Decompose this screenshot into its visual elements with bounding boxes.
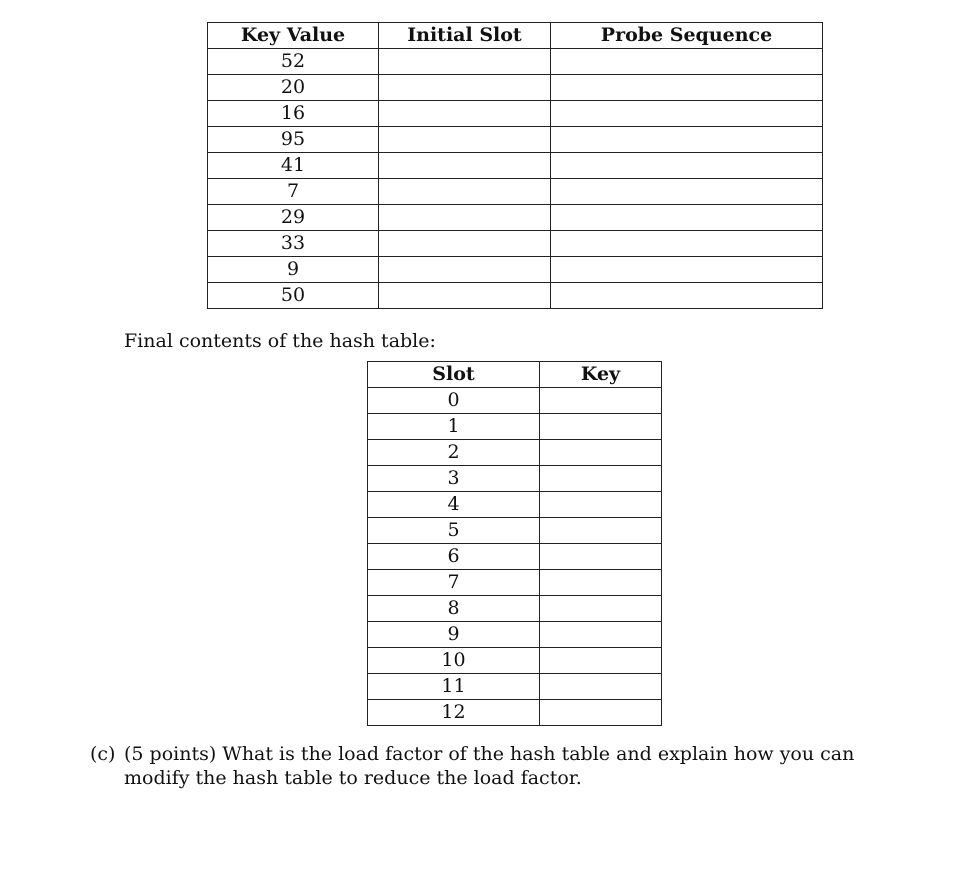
header-slot: Slot [368,362,540,388]
slot-cell: 5 [368,518,540,544]
key-cell [540,492,662,518]
initial-slot-cell [379,231,551,257]
question-text: (5 points) What is the load factor of the hash table and explain how you can modify the hash table to reduce the load factor. [124,743,855,789]
slot-cell: 11 [368,674,540,700]
table-row [368,622,662,648]
initial-slot-cell [379,205,551,231]
initial-slot-cell [379,49,551,75]
table-row [208,257,823,283]
slot-cell: 0 [368,388,540,414]
key-value-cell: 29 [208,205,379,231]
slot-cell: 9 [368,622,540,648]
probe-sequence-cell [551,101,823,127]
key-cell [540,622,662,648]
key-value-cell: 95 [208,127,379,153]
header-key-value: Key Value [208,23,379,49]
initial-slot-cell [379,75,551,101]
initial-slot-cell [379,101,551,127]
key-value-cell: 41 [208,153,379,179]
table-row [208,49,823,75]
probe-sequence-cell [551,49,823,75]
key-cell [540,518,662,544]
probe-sequence-cell [551,127,823,153]
table-row [368,544,662,570]
table-row [368,388,662,414]
slot-cell: 4 [368,492,540,518]
final-contents-label: Final contents of the hash table: [124,330,436,352]
table-row [368,492,662,518]
final-hash-table [367,361,662,726]
table-row [368,570,662,596]
initial-slot-cell [379,179,551,205]
key-cell [540,570,662,596]
key-value-cell: 50 [208,283,379,309]
question-marker: (c) [90,743,116,765]
table-row [208,75,823,101]
table-row [368,596,662,622]
slot-cell: 12 [368,700,540,726]
key-value-cell: 9 [208,257,379,283]
slot-cell: 7 [368,570,540,596]
table-row [208,127,823,153]
slot-cell: 8 [368,596,540,622]
table-row [208,205,823,231]
probe-sequence-cell [551,179,823,205]
probe-sequence-cell [551,257,823,283]
table-row [208,153,823,179]
table-row [368,440,662,466]
key-cell [540,414,662,440]
key-cell [540,388,662,414]
probe-sequence-table [207,22,823,309]
header-probe-sequence: Probe Sequence [551,23,823,49]
table-row [368,518,662,544]
key-value-cell: 7 [208,179,379,205]
probe-table-header-row [208,23,823,49]
key-value-cell: 52 [208,49,379,75]
key-cell [540,596,662,622]
table-row [368,414,662,440]
key-value-cell: 20 [208,75,379,101]
table-row [368,674,662,700]
key-cell [540,700,662,726]
slot-cell: 6 [368,544,540,570]
probe-sequence-cell [551,75,823,101]
probe-sequence-cell [551,205,823,231]
final-table-header-row [368,362,662,388]
key-value-cell: 33 [208,231,379,257]
initial-slot-cell [379,283,551,309]
key-cell [540,440,662,466]
table-row [208,283,823,309]
header-initial-slot: Initial Slot [379,23,551,49]
table-row [208,101,823,127]
table-row [368,466,662,492]
table-row [208,179,823,205]
probe-sequence-cell [551,153,823,179]
initial-slot-cell [379,257,551,283]
table-row [368,700,662,726]
key-cell [540,544,662,570]
slot-cell: 10 [368,648,540,674]
table-row [368,648,662,674]
slot-cell: 2 [368,440,540,466]
slot-cell: 1 [368,414,540,440]
slot-cell: 3 [368,466,540,492]
key-cell [540,466,662,492]
header-key: Key [540,362,662,388]
key-value-cell: 16 [208,101,379,127]
key-cell [540,674,662,700]
table-row [208,231,823,257]
initial-slot-cell [379,153,551,179]
probe-sequence-cell [551,231,823,257]
probe-sequence-cell [551,283,823,309]
key-cell [540,648,662,674]
initial-slot-cell [379,127,551,153]
